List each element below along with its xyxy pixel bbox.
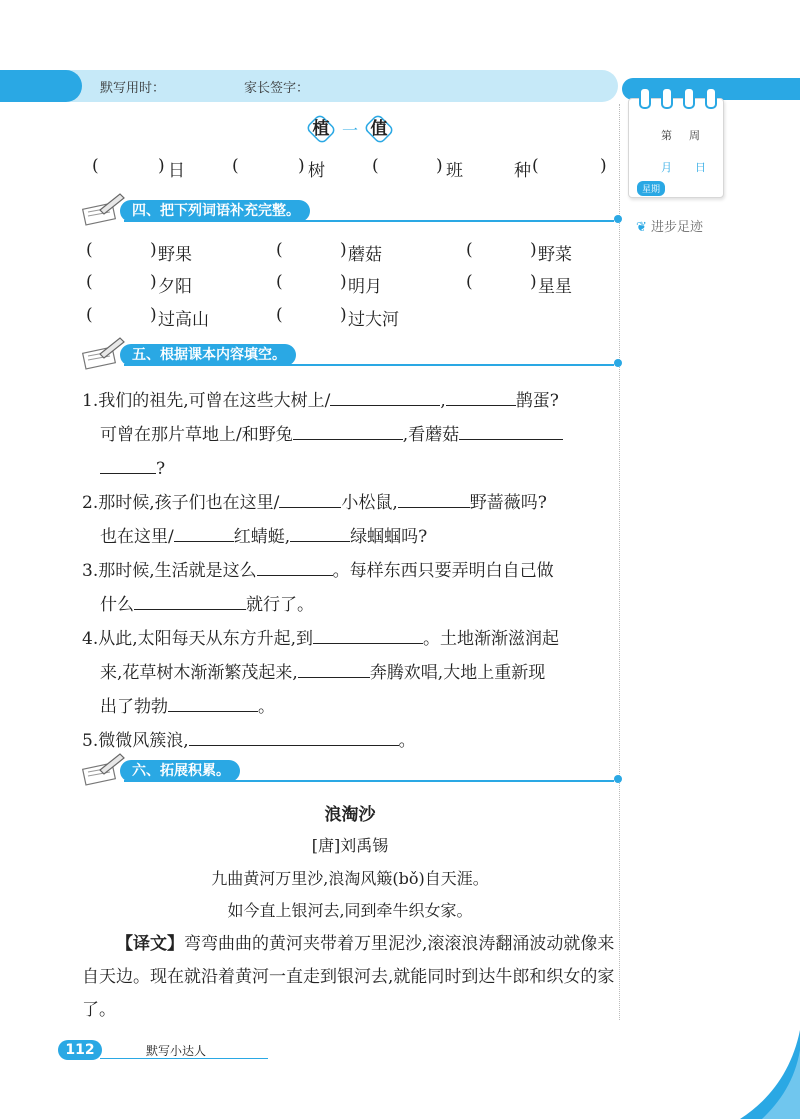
q1-text: ,	[440, 391, 446, 411]
calendar-zhou: 周	[689, 129, 700, 142]
q1-text: 鹊蛋?	[515, 391, 559, 411]
q4-line-2	[82, 656, 617, 690]
translation	[82, 928, 620, 1027]
complete-word: 夕阳	[158, 277, 192, 297]
q3-line-2	[82, 588, 617, 622]
page-number: 112	[58, 1040, 102, 1060]
q4-text: 奔腾欢唱,大地上重新现	[369, 663, 546, 683]
q3-text: 3.那时候,生活就是这么	[82, 561, 257, 581]
q4-line-3	[82, 690, 617, 724]
section-dot	[614, 775, 622, 783]
q4-line-1	[82, 622, 617, 656]
pencil-icon	[80, 334, 126, 370]
blank[interactable]	[298, 657, 370, 678]
section-4-title: 四、把下列词语补充完整。	[120, 200, 310, 222]
ring-icon	[661, 87, 673, 109]
complete-word: 野果	[158, 245, 192, 265]
fill-in-block	[82, 384, 617, 758]
poem-author: [唐]刘禹锡	[311, 836, 389, 855]
q2-text: 红蜻蜓,	[233, 527, 291, 547]
q1-line-3	[82, 452, 617, 486]
time-label: 默写用时：	[100, 81, 166, 96]
blank[interactable]	[189, 725, 399, 746]
q5-text: 。	[398, 731, 416, 751]
calendar-ri: 日	[695, 161, 706, 174]
section-6-title: 六、拓展积累。	[120, 760, 240, 782]
section-dot	[614, 359, 622, 367]
word-head	[300, 114, 400, 142]
blank[interactable]	[459, 419, 563, 440]
section-line	[124, 364, 614, 366]
q3-text: 什么	[100, 595, 134, 615]
q4-text: 出了勃勃	[100, 697, 168, 717]
section-line	[124, 780, 614, 782]
paren-close: )	[158, 156, 165, 176]
q1-text: ?	[156, 459, 166, 479]
signature-label: 家长签字：	[244, 81, 310, 96]
paren-close: )	[436, 156, 443, 176]
complete-word: 明月	[348, 277, 382, 297]
pencil-icon	[80, 750, 126, 786]
q4-text: 4.从此,太阳每天从东方升起,到	[82, 629, 314, 649]
q4-text: 。土地渐渐滋润起	[423, 629, 560, 649]
word-head-right: 值	[366, 118, 392, 140]
footprint-icon: ❦	[636, 220, 647, 235]
q2-text: 绿蝈蝈吗?	[350, 527, 428, 547]
q1-text: 可曾在那片草地上/和野兔	[100, 425, 293, 445]
word-fill-4: 种	[514, 161, 531, 181]
section-dot	[614, 215, 622, 223]
pencil-icon	[80, 190, 126, 226]
translation-text: 弯弯曲曲的黄河夹带着万里泥沙,滚滚浪涛翻涌波动就像来自天边。现在就沿着黄河一直走到银河去,就能同时到达牛郎和织女的家了。	[82, 934, 615, 1020]
header-cap	[0, 70, 82, 102]
blank[interactable]	[290, 521, 350, 542]
word-fill-1: 日	[168, 161, 185, 181]
blank[interactable]	[134, 589, 246, 610]
complete-word: 野菜	[538, 245, 572, 265]
poem-line-2: 如今直上银河去,同到牵牛织女家。	[227, 901, 473, 920]
complete-word: 星星	[538, 277, 572, 297]
word-head-dash: 一	[342, 121, 359, 140]
paren-open: (	[372, 156, 379, 176]
q2-line-1	[82, 486, 617, 520]
paren-open: (	[532, 156, 539, 176]
header-bar	[0, 70, 618, 102]
corner-wave-decoration	[740, 1030, 800, 1119]
paren-open: (	[232, 156, 239, 176]
q1-text: 1.我们的祖先,可曾在这些大树上/	[82, 391, 331, 411]
blank[interactable]	[446, 385, 516, 406]
section-5-title: 五、根据课本内容填空。	[120, 344, 296, 366]
q3-text: 就行了。	[246, 595, 314, 615]
section-6-banner	[80, 756, 628, 786]
q3-text: 。每样东西只要弄明白自己做	[332, 561, 554, 581]
q4-text: 来,花草树木渐渐繁茂起来,	[100, 663, 298, 683]
poem-line-1: 九曲黄河万里沙,浪淘风簸(bǒ)自天涯。	[211, 869, 489, 888]
blank[interactable]	[330, 385, 440, 406]
word-head-left: 植	[308, 118, 334, 140]
calendar-yue: 月	[661, 161, 672, 174]
blank[interactable]	[168, 691, 258, 712]
section-line	[124, 220, 614, 222]
q1-line-2	[82, 418, 617, 452]
progress-mark	[636, 216, 703, 235]
ring-icon	[705, 87, 717, 109]
q2-text: 2.那时候,孩子们也在这里/	[82, 493, 280, 513]
ring-icon	[683, 87, 695, 109]
poem-title: 浪淘沙	[324, 805, 376, 825]
blank[interactable]	[257, 555, 333, 576]
ring-icon	[639, 87, 651, 109]
complete-word: 蘑菇	[348, 245, 382, 265]
blank[interactable]	[174, 521, 234, 542]
q5-text: 5.微微风簇浪,	[82, 731, 189, 751]
complete-word: 过大河	[348, 310, 399, 330]
calendar-xingqi: 星期	[637, 181, 665, 196]
blank[interactable]	[100, 453, 156, 474]
q5-line-1	[82, 724, 617, 758]
q2-line-2	[82, 520, 617, 554]
paren-open: (	[92, 156, 99, 176]
q2-text: 也在这里/	[100, 527, 174, 547]
q3-line-1	[82, 554, 617, 588]
q1-line-1	[82, 384, 617, 418]
q2-text: 野蔷薇吗?	[469, 493, 547, 513]
paren-close: )	[298, 156, 305, 176]
q4-text: 。	[258, 697, 275, 717]
calendar-card	[628, 98, 724, 198]
section-5-banner	[80, 340, 628, 370]
blank[interactable]	[293, 419, 403, 440]
blank[interactable]	[398, 487, 470, 508]
complete-word: 过高山	[158, 310, 209, 330]
q2-text: 小松鼠,	[341, 493, 398, 513]
blank[interactable]	[279, 487, 341, 508]
translation-lead: 【译文】	[116, 934, 184, 954]
paren-close: )	[600, 156, 607, 176]
footer-label: 默写小达人	[146, 1044, 207, 1058]
q1-text: ,看蘑菇	[402, 425, 460, 445]
section-4-banner	[80, 196, 628, 226]
progress-text: 进步足迹	[651, 220, 704, 235]
blank[interactable]	[313, 623, 423, 644]
word-fill-2: 树	[308, 161, 325, 181]
calendar-di: 第	[661, 129, 672, 142]
word-fill-3: 班	[446, 161, 463, 181]
